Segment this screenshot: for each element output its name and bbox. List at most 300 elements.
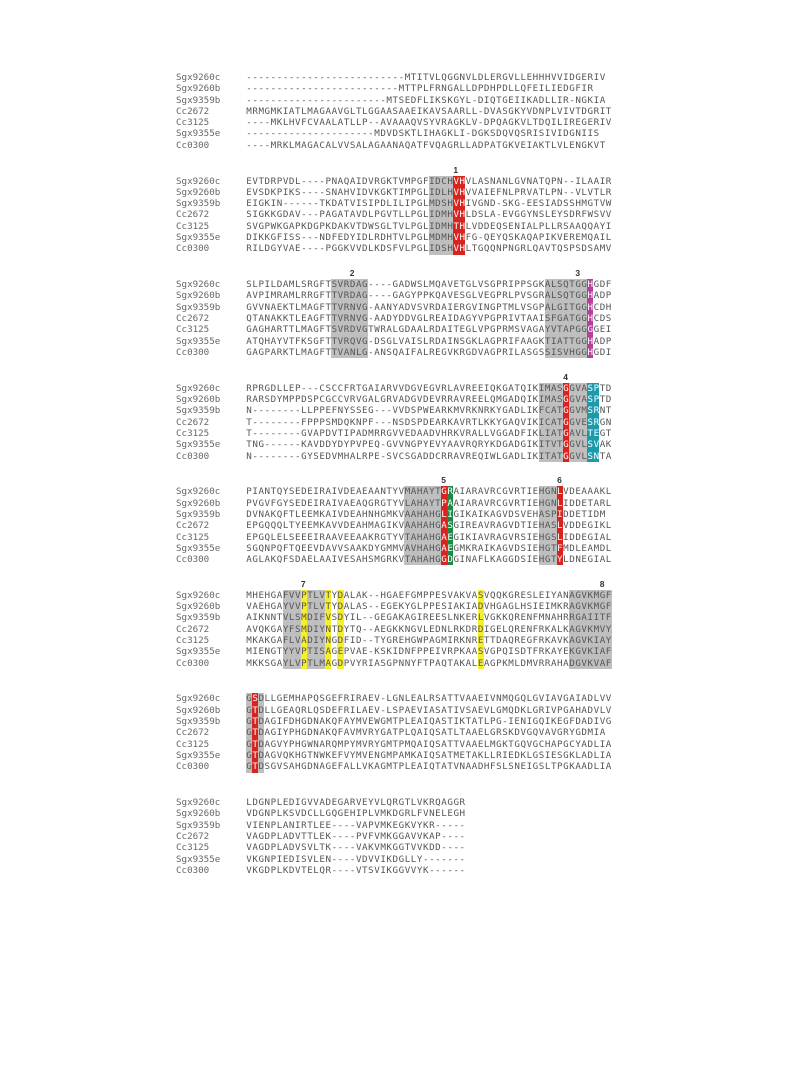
residue: I <box>483 693 490 705</box>
residue: G <box>392 290 399 302</box>
residue: R <box>514 635 520 647</box>
residue: P <box>514 290 520 302</box>
residue: G <box>569 83 575 95</box>
residue: T <box>349 623 356 635</box>
residue: V <box>557 105 563 117</box>
residue: K <box>282 864 289 876</box>
residue: K <box>532 427 539 439</box>
residue: L <box>307 704 313 716</box>
residue: G <box>502 439 508 451</box>
residue: D <box>514 520 520 532</box>
residue: L <box>447 612 453 624</box>
residue: I <box>526 139 533 151</box>
alignment-row <box>176 198 612 209</box>
residue: L <box>404 853 411 865</box>
residue: - <box>520 198 527 210</box>
residue: G <box>593 346 600 358</box>
residue: A <box>599 646 606 658</box>
residue: I <box>526 554 533 566</box>
residue: - <box>301 198 307 210</box>
residue: C <box>331 394 338 406</box>
residue: P <box>276 186 283 198</box>
residue: M <box>599 508 606 520</box>
residue: G <box>557 727 563 739</box>
residue: I <box>557 128 563 140</box>
residue: A <box>429 105 435 117</box>
alignment-row <box>176 498 612 509</box>
residue: A <box>264 554 271 566</box>
residue: I <box>447 508 453 520</box>
residue: P <box>252 520 258 532</box>
sequence-residues <box>246 221 612 232</box>
residue: F <box>514 335 520 347</box>
residue: G <box>398 842 405 854</box>
residue: - <box>307 243 313 255</box>
residue: - <box>252 117 258 129</box>
residue: P <box>301 589 307 601</box>
residue: A <box>538 243 545 255</box>
residue: A <box>483 335 490 347</box>
residue: D <box>325 232 332 244</box>
residue: G <box>587 531 594 543</box>
residue: A <box>441 531 447 543</box>
residue: R <box>569 117 575 129</box>
residue: I <box>386 520 392 532</box>
residue: - <box>471 94 478 106</box>
residue: V <box>459 439 466 451</box>
residue: E <box>477 394 484 406</box>
residue: L <box>483 209 490 221</box>
residue: K <box>404 128 411 140</box>
residue: M <box>246 635 252 647</box>
residue: L <box>422 243 429 255</box>
residue: Q <box>587 220 594 232</box>
residue: Q <box>264 531 271 543</box>
residue: Q <box>276 486 283 498</box>
residue: S <box>441 716 447 728</box>
residue: T <box>252 335 258 347</box>
residue: A <box>471 554 478 566</box>
residue: - <box>349 83 356 95</box>
residue: T <box>319 198 325 210</box>
residue: L <box>465 117 472 129</box>
residue: E <box>380 623 386 635</box>
residue: A <box>471 693 478 705</box>
residue: N <box>325 853 332 865</box>
residue: V <box>410 842 417 854</box>
residue: V <box>355 394 362 406</box>
residue: A <box>563 657 569 669</box>
residue: A <box>599 94 606 106</box>
residue: M <box>246 589 252 601</box>
residue: H <box>538 486 545 498</box>
residue: I <box>544 601 551 613</box>
residue: Y <box>575 738 581 750</box>
residue: Y <box>392 531 399 543</box>
residue: L <box>502 623 508 635</box>
residue: I <box>252 232 258 244</box>
residue: V <box>337 486 344 498</box>
residue: A <box>422 508 429 520</box>
residue: P <box>520 279 527 291</box>
residue: G <box>490 335 496 347</box>
residue: E <box>301 542 307 554</box>
residue: E <box>508 94 514 106</box>
residue: E <box>368 693 374 705</box>
residue: P <box>502 243 508 255</box>
residue: E <box>258 819 264 831</box>
residue: G <box>453 542 459 554</box>
residue: L <box>392 324 399 336</box>
residue: I <box>526 486 533 498</box>
sequence-name: Cc2672 <box>176 105 210 117</box>
residue: R <box>343 704 350 716</box>
residue: K <box>282 808 289 820</box>
residue: P <box>593 382 600 394</box>
residue: A <box>477 542 484 554</box>
residue: P <box>593 394 600 406</box>
residue: M <box>270 290 277 302</box>
residue: T <box>337 427 344 439</box>
residue: S <box>520 542 527 554</box>
residue: V <box>337 497 344 509</box>
residue: D <box>422 394 429 406</box>
residue: A <box>325 508 332 520</box>
residue: S <box>288 531 295 543</box>
residue: M <box>508 301 514 313</box>
residue: R <box>471 623 478 635</box>
residue: G <box>246 704 252 716</box>
residue: H <box>288 117 295 129</box>
residue: G <box>246 749 252 761</box>
residue: - <box>368 335 374 347</box>
residue: E <box>453 290 459 302</box>
residue: P <box>319 416 325 428</box>
residue: - <box>386 83 392 95</box>
residue: - <box>337 94 344 106</box>
residue: I <box>349 612 356 624</box>
residue: K <box>453 346 459 358</box>
residue: G <box>313 335 319 347</box>
residue: D <box>252 808 258 820</box>
residue: V <box>337 139 344 151</box>
residue: - <box>307 175 313 187</box>
residue: L <box>471 324 478 336</box>
residue: - <box>282 439 289 451</box>
residue: N <box>404 657 411 669</box>
residue: L <box>270 279 277 291</box>
residue: G <box>380 727 386 739</box>
residue: E <box>380 612 386 624</box>
residue: R <box>593 416 600 428</box>
residue: - <box>337 83 344 95</box>
residue: - <box>282 427 289 439</box>
alignment-block <box>176 164 612 255</box>
residue: I <box>459 520 466 532</box>
residue: Q <box>544 175 551 187</box>
residue: T <box>362 864 368 876</box>
residue: T <box>288 324 295 336</box>
residue: R <box>319 486 325 498</box>
residue: F <box>331 232 338 244</box>
residue: - <box>295 416 301 428</box>
residue: A <box>550 738 557 750</box>
residue: K <box>319 520 325 532</box>
residue: - <box>313 128 319 140</box>
residue: R <box>355 693 362 705</box>
residue: Y <box>343 439 350 451</box>
residue: R <box>441 450 447 462</box>
alignment-row <box>176 417 612 428</box>
residue: E <box>581 520 587 532</box>
residue: G <box>490 279 496 291</box>
residue: L <box>471 657 478 669</box>
residue: K <box>544 623 551 635</box>
residue: D <box>301 486 307 498</box>
residue: S <box>502 105 508 117</box>
residue: H <box>416 531 423 543</box>
residue: K <box>520 749 527 761</box>
residue: V <box>252 220 258 232</box>
sequence-residues <box>246 750 612 761</box>
residue: A <box>349 209 356 221</box>
residue: R <box>569 232 575 244</box>
residue: P <box>416 646 423 658</box>
residue: I <box>355 808 362 820</box>
residue: M <box>331 416 338 428</box>
residue: D <box>404 301 411 313</box>
residue: G <box>362 382 368 394</box>
residue: H <box>538 531 545 543</box>
residue: V <box>295 209 301 221</box>
residue: M <box>258 105 264 117</box>
residue: D <box>599 313 606 325</box>
residue: R <box>447 646 453 658</box>
residue: R <box>325 738 332 750</box>
residue: R <box>465 405 472 417</box>
residue: I <box>526 531 533 543</box>
residue: G <box>313 301 319 313</box>
residue: - <box>325 83 332 95</box>
residue: S <box>301 853 307 865</box>
residue: E <box>307 864 313 876</box>
residue: G <box>416 232 423 244</box>
residue: D <box>404 279 411 291</box>
residue: Y <box>343 612 350 624</box>
residue: P <box>398 727 405 739</box>
residue: S <box>441 94 447 106</box>
residue: E <box>301 531 307 543</box>
residue: A <box>392 612 399 624</box>
residue: E <box>349 486 356 498</box>
sequence-name: Sgx9355e <box>176 232 221 244</box>
residue: D <box>477 601 484 613</box>
residue: V <box>483 704 490 716</box>
residue: K <box>264 198 271 210</box>
residue: A <box>453 394 459 406</box>
residue: G <box>563 394 569 406</box>
residue: A <box>276 589 283 601</box>
residue: I <box>331 554 338 566</box>
residue: V <box>605 117 612 129</box>
alignment-row <box>176 324 612 335</box>
residue: A <box>276 623 283 635</box>
residue: N <box>453 335 459 347</box>
residue: A <box>508 394 514 406</box>
residue: G <box>514 198 520 210</box>
alignment-row <box>176 221 612 232</box>
residue: P <box>483 313 490 325</box>
residue: - <box>362 612 368 624</box>
residue: H <box>343 450 350 462</box>
sequence-name: Sgx9260c <box>176 72 221 83</box>
residue: G <box>599 416 606 428</box>
residue: A <box>569 427 575 439</box>
residue: Y <box>374 542 380 554</box>
residue: G <box>563 749 569 761</box>
residue: M <box>587 727 594 739</box>
residue: C <box>496 497 502 509</box>
alignment-row <box>176 716 612 727</box>
residue: S <box>502 198 508 210</box>
alignment-row <box>176 646 612 657</box>
residue: - <box>441 842 447 854</box>
residue: Q <box>502 128 508 140</box>
residue: D <box>514 704 520 716</box>
residue: A <box>246 554 252 566</box>
residue: R <box>307 279 313 291</box>
residue: E <box>319 819 325 831</box>
residue: E <box>532 83 539 95</box>
residue: R <box>349 394 356 406</box>
residue: H <box>429 531 435 543</box>
residue: N <box>252 439 258 451</box>
residue: A <box>343 716 350 728</box>
residue: H <box>416 520 423 532</box>
residue: Y <box>429 497 435 509</box>
residue: L <box>313 589 319 601</box>
residue: E <box>520 635 527 647</box>
residue: A <box>270 313 277 325</box>
residue: R <box>258 382 264 394</box>
residue: S <box>246 542 252 554</box>
residue: T <box>331 290 338 302</box>
residue: M <box>270 139 277 151</box>
residue: A <box>355 290 362 302</box>
residue: A <box>349 450 356 462</box>
residue: A <box>453 601 459 613</box>
residue: G <box>544 486 551 498</box>
residue: I <box>599 738 606 750</box>
residue: G <box>258 520 264 532</box>
residue: - <box>392 83 399 95</box>
residue: P <box>392 749 399 761</box>
alignment-row <box>176 486 612 497</box>
residue: G <box>502 554 508 566</box>
alignment-row <box>176 302 612 313</box>
residue: R <box>270 175 277 187</box>
residue: - <box>368 290 374 302</box>
residue: M <box>441 635 447 647</box>
residue: M <box>313 520 319 532</box>
residue: A <box>380 301 386 313</box>
residue: D <box>258 761 264 773</box>
residue: T <box>605 405 612 417</box>
residue: A <box>368 139 374 151</box>
residue: I <box>544 716 551 728</box>
residue: P <box>374 198 380 210</box>
residue: E <box>581 531 587 543</box>
residue: A <box>380 313 386 325</box>
residue: L <box>313 830 319 842</box>
residue: R <box>465 450 472 462</box>
residue: S <box>362 601 368 613</box>
residue: V <box>416 797 423 809</box>
residue: P <box>288 394 295 406</box>
residue: E <box>295 486 301 498</box>
residue: K <box>325 830 332 842</box>
residue: L <box>544 83 551 95</box>
residue: I <box>483 186 490 198</box>
residue: K <box>465 531 472 543</box>
residue: Q <box>343 175 350 187</box>
residue: D <box>569 497 575 509</box>
residue: M <box>441 220 447 232</box>
residue: L <box>538 427 545 439</box>
residue: V <box>508 542 514 554</box>
sequence-residues <box>246 451 612 462</box>
residue: P <box>362 808 368 820</box>
residue: D <box>307 716 313 728</box>
residue: G <box>258 531 264 543</box>
residue: S <box>319 693 325 705</box>
residue: - <box>368 117 374 129</box>
residue: R <box>569 612 575 624</box>
residue: D <box>307 761 313 773</box>
residue: G <box>490 646 496 658</box>
residue: V <box>569 105 575 117</box>
residue: E <box>477 704 484 716</box>
residue: N <box>270 612 277 624</box>
residue: G <box>410 382 417 394</box>
residue: F <box>496 186 502 198</box>
residue: V <box>355 864 362 876</box>
residue: I <box>593 716 600 728</box>
residue: G <box>276 693 283 705</box>
residue: - <box>288 427 295 439</box>
residue: V <box>337 324 344 336</box>
residue: D <box>605 382 612 394</box>
residue: P <box>349 439 356 451</box>
residue: H <box>264 601 271 613</box>
residue: M <box>392 542 399 554</box>
residue: S <box>483 279 490 291</box>
residue: R <box>441 416 447 428</box>
residue: M <box>538 612 545 624</box>
residue: I <box>563 497 569 509</box>
sequence-name: Sgx9359b <box>176 508 221 520</box>
residue: A <box>581 738 587 750</box>
residue: T <box>343 198 350 210</box>
residue: P <box>550 508 557 520</box>
alignment-row <box>176 705 612 716</box>
residue: D <box>587 716 594 728</box>
residue: T <box>288 346 295 358</box>
residue: D <box>343 520 350 532</box>
residue: L <box>404 716 411 728</box>
residue: K <box>587 589 594 601</box>
residue: G <box>557 313 563 325</box>
